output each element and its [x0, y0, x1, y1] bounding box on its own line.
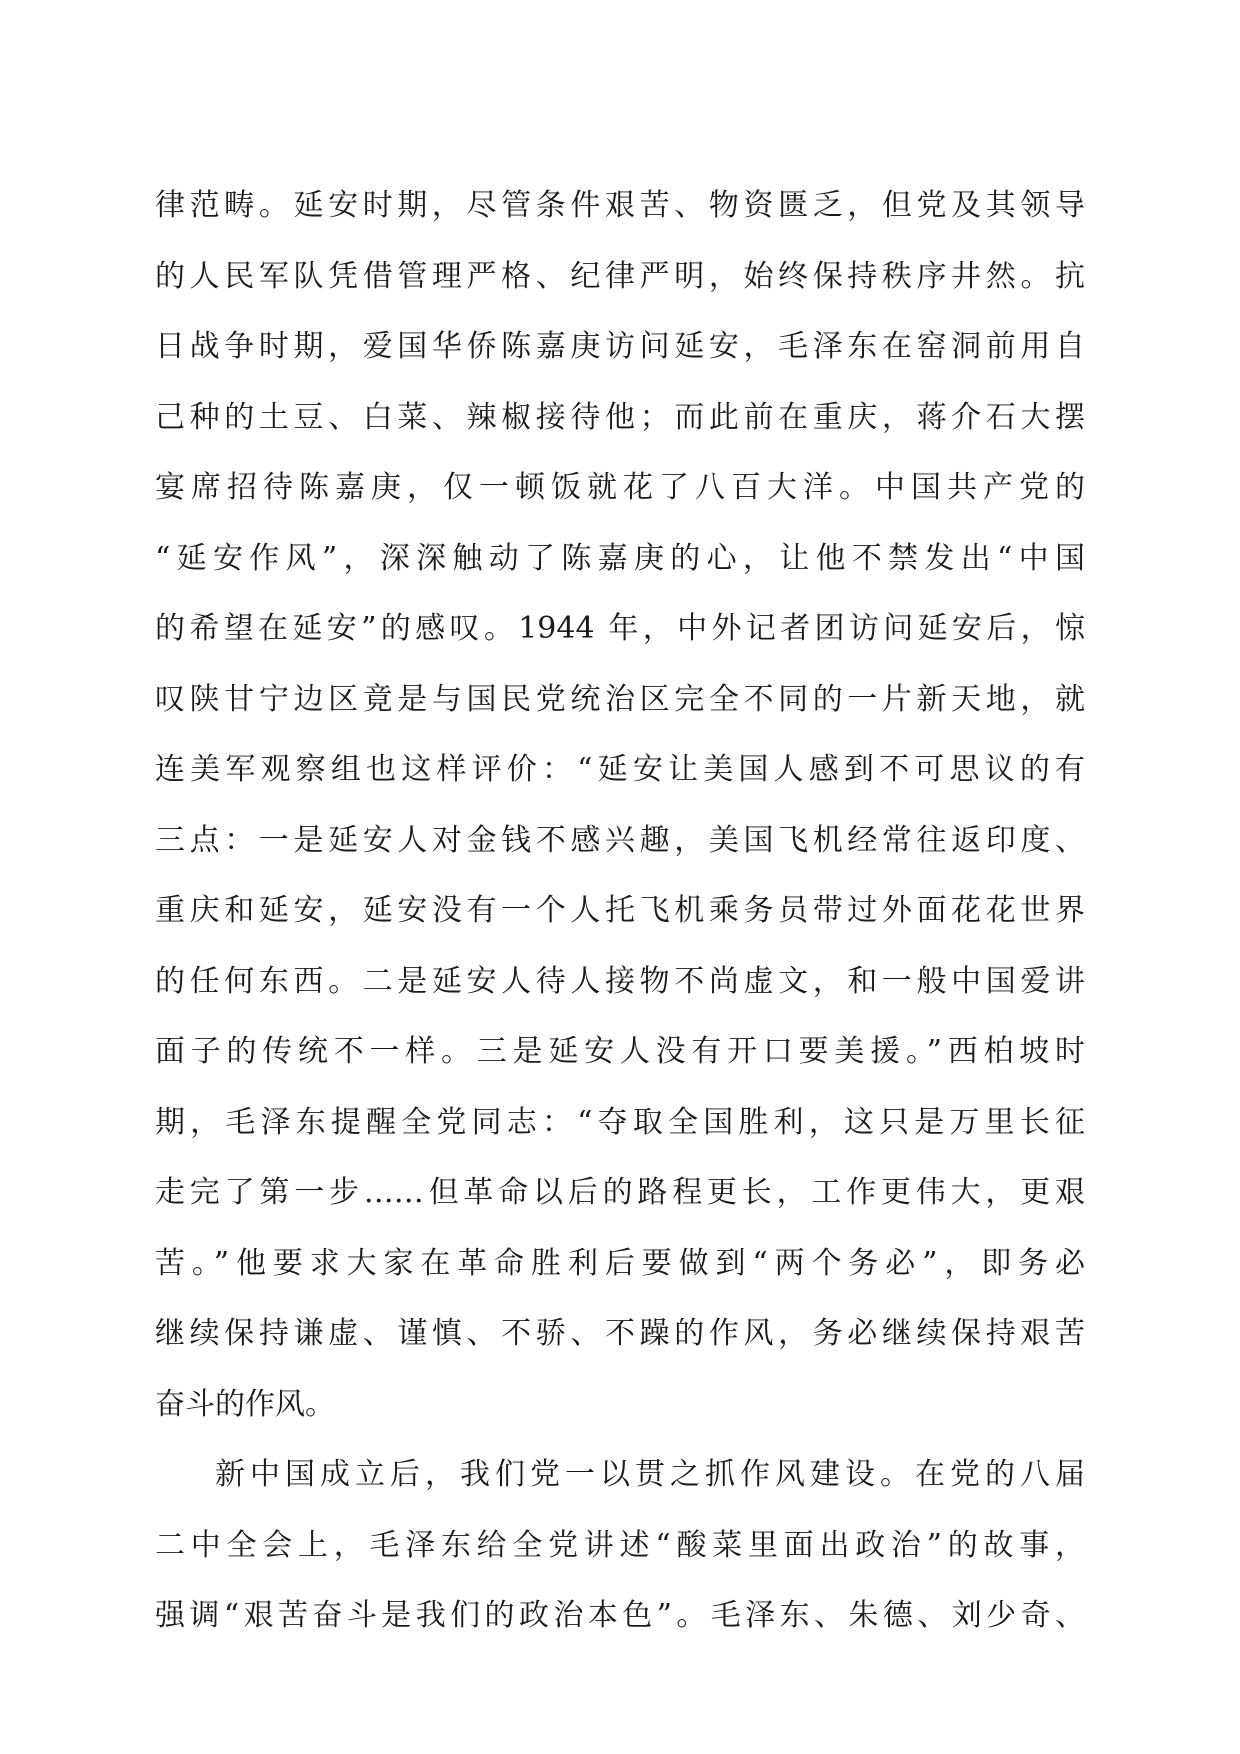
text-line: 重庆和延安，延安没有一个人托飞机乘务员带过外面花花世界	[155, 893, 1085, 928]
text-line: 的人民军队凭借管理严格、纪律严明，始终保持秩序井然。抗	[155, 258, 1085, 294]
text-line: 期，毛泽东提醒全党同志：“夺取全国胜利，这只是万里长征	[155, 1104, 1085, 1140]
text-line: 苦。”他要求大家在革命胜利后要做到“两个务必”，即务必	[155, 1245, 1085, 1281]
text-line: 的任何东西。二是延安人待人接物不尚虚文，和一般中国爱讲	[155, 963, 1085, 999]
text-line: 新中国成立后，我们党一以贯之抓作风建设。在党的八届	[215, 1457, 1085, 1492]
text-line: 继续保持谦虚、谨慎、不骄、不躁的作风，务必继续保持艰苦	[155, 1316, 1085, 1351]
text-line: 奋斗的作风。	[155, 1386, 335, 1422]
text-line: 三点：一是延安人对金钱不感兴趣，美国飞机经常往返印度、	[155, 822, 1085, 858]
text-line: 强调“艰苦奋斗是我们的政治本色”。毛泽东、朱德、刘少奇、	[155, 1598, 1085, 1633]
text-line: 连美军观察组也这样评价：“延安让美国人感到不可思议的有	[155, 752, 1085, 787]
body-text	[155, 186, 1085, 1667]
paragraph-2	[155, 1455, 1085, 1636]
paragraph-1	[155, 186, 1085, 1425]
text-line: 日战争时期，爱国华侨陈嘉庚访问延安，毛泽东在窑洞前用自	[155, 329, 1085, 364]
text-line: 走完了第一步……但革命以后的路程更长，工作更伟大，更艰	[155, 1175, 1085, 1210]
text-line: 二中全会上，毛泽东给全党讲述“酸菜里面出政治”的故事，	[155, 1527, 1085, 1563]
text-line: 面子的传统不一样。三是延安人没有开口要美援。”西柏坡时	[155, 1034, 1085, 1069]
text-line: 叹陕甘宁边区竟是与国民党统治区完全不同的一片新天地，就	[155, 681, 1085, 717]
text-line: “延安作风”，深深触动了陈嘉庚的心，让他不禁发出“中国	[155, 540, 1085, 576]
text-line: 的希望在延安”的感叹。1944 年，中外记者团访问延安后，惊	[155, 611, 1085, 646]
text-line: 律范畴。延安时期，尽管条件艰苦、物资匮乏，但党及其领导	[155, 188, 1085, 223]
text-line: 己种的土豆、白菜、辣椒接待他；而此前在重庆，蒋介石大摆	[155, 399, 1085, 435]
text-line: 宴席招待陈嘉庚，仅一顿饭就花了八百大洋。中国共产党的	[155, 470, 1085, 505]
